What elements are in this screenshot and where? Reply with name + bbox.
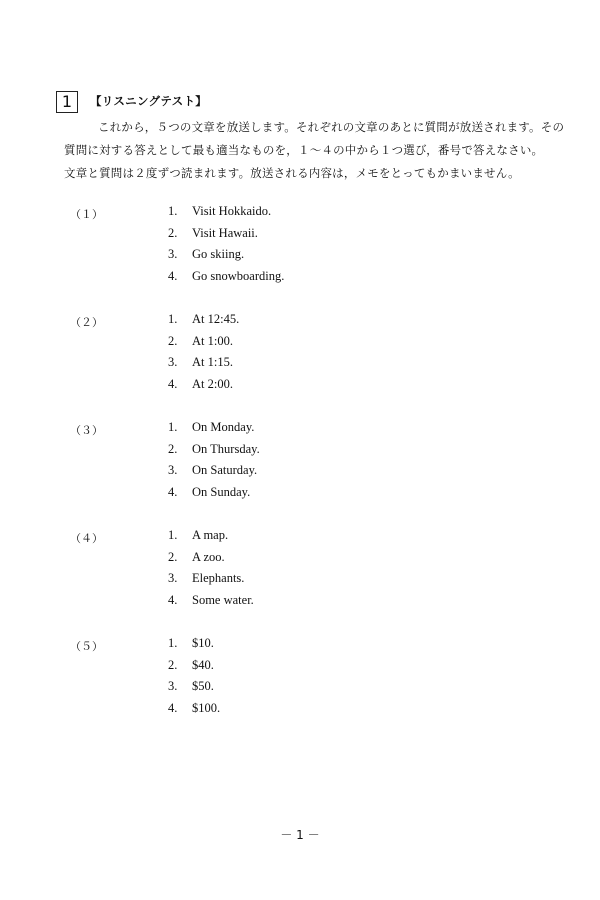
choice-item bbox=[168, 547, 254, 569]
choice-number: 1. bbox=[168, 528, 178, 542]
choice-text: On Sunday. bbox=[192, 484, 251, 499]
page-number: － 1 － bbox=[280, 828, 320, 842]
choice-number: 4. bbox=[168, 376, 178, 391]
choice-item bbox=[168, 590, 254, 612]
choice-number: 1. bbox=[168, 204, 178, 218]
choice-number: 3. bbox=[168, 355, 178, 369]
question-label: （１） bbox=[70, 208, 103, 221]
choice-item bbox=[168, 266, 284, 288]
choice-text: On Monday. bbox=[192, 420, 255, 434]
choice-number: 4. bbox=[168, 592, 178, 607]
choice-item bbox=[168, 331, 239, 353]
choice-text: At 2:00. bbox=[192, 376, 233, 391]
choice-text: On Thursday. bbox=[192, 441, 260, 456]
choice-number: 2. bbox=[168, 441, 178, 456]
choice-text: At 1:00. bbox=[192, 333, 233, 348]
choice-number: 2. bbox=[168, 225, 178, 240]
choice-number: 4. bbox=[168, 484, 178, 499]
choice-number: 2. bbox=[168, 549, 178, 564]
choice-number: 3. bbox=[168, 679, 178, 693]
choice-item bbox=[168, 633, 220, 655]
choice-number: 1. bbox=[168, 420, 178, 434]
choice-number: 1. bbox=[168, 636, 178, 650]
choice-text: Go skiing. bbox=[192, 247, 245, 261]
choice-text: A map. bbox=[192, 528, 229, 542]
choice-list bbox=[168, 633, 220, 719]
choice-list bbox=[168, 309, 239, 395]
choice-number: 4. bbox=[168, 268, 178, 283]
instruction-line: これから，５つの文章を放送します。それぞれの文章のあとに質問が放送されます。その bbox=[98, 120, 565, 134]
choice-text: $40. bbox=[192, 657, 214, 672]
choice-item bbox=[168, 482, 260, 504]
choice-text: At 12:45. bbox=[192, 312, 240, 326]
choice-text: $50. bbox=[192, 679, 214, 693]
choice-text: Visit Hokkaido. bbox=[192, 204, 272, 218]
choice-text: $100. bbox=[192, 700, 221, 715]
choice-item bbox=[168, 374, 239, 396]
choice-list bbox=[168, 201, 284, 287]
question-label: （４） bbox=[70, 532, 103, 545]
choice-item bbox=[168, 352, 239, 374]
choice-text: Go snowboarding. bbox=[192, 268, 285, 283]
choice-item bbox=[168, 309, 239, 331]
choice-text: $10. bbox=[192, 636, 214, 650]
choice-number: 3. bbox=[168, 463, 178, 477]
choice-number: 4. bbox=[168, 700, 178, 715]
choice-item bbox=[168, 244, 284, 266]
choice-number: 1. bbox=[168, 312, 178, 326]
choice-text: On Saturday. bbox=[192, 463, 258, 477]
choice-item bbox=[168, 201, 284, 223]
choice-item bbox=[168, 439, 260, 461]
choice-item bbox=[168, 655, 220, 677]
question-label: （２） bbox=[70, 316, 103, 329]
choice-item bbox=[168, 460, 260, 482]
choice-list bbox=[168, 525, 254, 611]
question-label: （３） bbox=[70, 424, 103, 437]
instruction-line: 質問に対する答えとして最も適当なものを，１～４の中から１つ選び，番号で答えなさい。 bbox=[64, 143, 544, 157]
choice-item bbox=[168, 676, 220, 698]
choice-text: A zoo. bbox=[192, 549, 225, 564]
choice-number: 2. bbox=[168, 657, 178, 672]
choice-text: Elephants. bbox=[192, 571, 245, 585]
choice-number: 3. bbox=[168, 247, 178, 261]
choice-item bbox=[168, 568, 254, 590]
choice-item bbox=[168, 525, 254, 547]
choice-number: 3. bbox=[168, 571, 178, 585]
choice-text: Some water. bbox=[192, 592, 254, 607]
choice-text: At 1:15. bbox=[192, 355, 233, 369]
choice-text: Visit Hawaii. bbox=[192, 225, 258, 240]
choice-list bbox=[168, 417, 260, 503]
instruction-line: 文章と質問は２度ずつ読まれます。放送される内容は，メモをとってもかまいません。 bbox=[64, 166, 520, 180]
choice-number: 2. bbox=[168, 333, 178, 348]
choice-item bbox=[168, 417, 260, 439]
choice-item bbox=[168, 223, 284, 245]
question-number-box: 1 bbox=[56, 91, 78, 113]
section-title: 【リスニングテスト】 bbox=[90, 94, 208, 108]
question-label: （５） bbox=[70, 640, 103, 653]
choice-item bbox=[168, 698, 220, 720]
